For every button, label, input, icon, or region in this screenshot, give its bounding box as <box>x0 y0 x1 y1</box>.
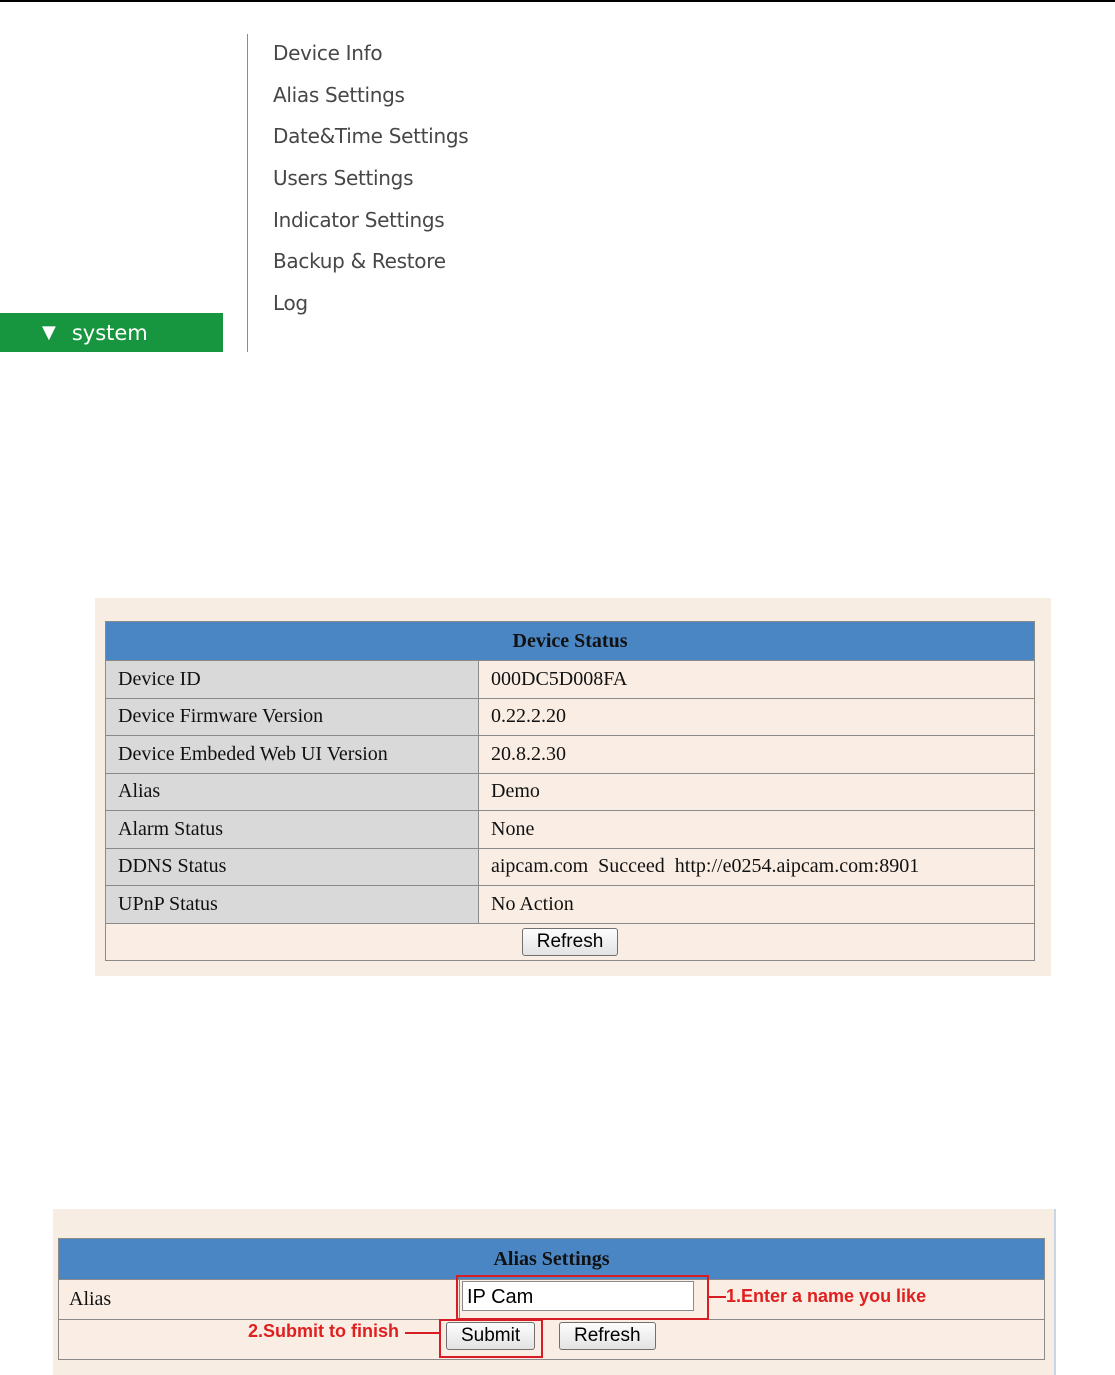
table-row <box>106 661 1035 699</box>
annotation-line-2 <box>405 1332 439 1334</box>
alias-input[interactable]: IP Cam <box>462 1281 694 1311</box>
annotation-box-alias <box>456 1275 709 1320</box>
annotation-line-1 <box>709 1296 726 1298</box>
system-menu-tab[interactable] <box>0 313 223 352</box>
row-value: 000DC5D008FA <box>479 661 1035 699</box>
menu-item-date-time-settings[interactable]: Date&Time Settings <box>273 124 469 149</box>
menu-item-log[interactable]: Log <box>273 291 308 316</box>
menu-item-indicator-settings[interactable]: Indicator Settings <box>273 207 445 232</box>
alias-label: Alias <box>59 1280 460 1320</box>
annotation-box-submit <box>439 1319 543 1358</box>
row-label: UPnP Status <box>106 886 479 924</box>
table-row <box>106 773 1035 811</box>
row-label: DDNS Status <box>106 848 479 886</box>
table-row <box>106 698 1035 736</box>
buttons-cell <box>59 1320 1045 1360</box>
panel-edge <box>1054 1209 1056 1375</box>
triangle-down-icon: ▼ <box>42 322 56 343</box>
table-row <box>106 848 1035 886</box>
annotation-step-2: 2.Submit to finish <box>248 1321 399 1341</box>
table-row <box>106 923 1035 960</box>
row-label: Device Firmware Version <box>106 698 479 736</box>
menu-item-backup-restore[interactable]: Backup & Restore <box>273 249 446 274</box>
menu-item-users-settings[interactable]: Users Settings <box>273 166 414 191</box>
row-label: Device ID <box>106 661 479 699</box>
row-value: aipcam.com Succeed http://e0254.aipcam.com:8901 <box>479 848 1035 886</box>
row-value: None <box>479 811 1035 849</box>
row-value: Demo <box>479 773 1035 811</box>
menu-item-alias-settings[interactable]: Alias Settings <box>273 82 405 107</box>
device-status-title: Device Status <box>106 622 1035 661</box>
row-label: Alarm Status <box>106 811 479 849</box>
submit-button[interactable]: Submit <box>446 1322 535 1350</box>
refresh-button[interactable]: Refresh <box>522 928 619 956</box>
page-top-rule <box>0 0 1115 2</box>
table-row <box>106 736 1035 774</box>
alias-settings-title: Alias Settings <box>59 1239 1045 1280</box>
row-value: No Action <box>479 886 1035 924</box>
refresh-row <box>106 923 1035 960</box>
menu-item-device-info[interactable]: Device Info <box>273 41 383 65</box>
system-menu-label: system <box>71 320 148 345</box>
row-value: 20.8.2.30 <box>479 736 1035 774</box>
system-submenu <box>273 40 468 332</box>
device-status-table <box>105 621 1035 961</box>
row-label: Device Embeded Web UI Version <box>106 736 479 774</box>
table-row <box>106 811 1035 849</box>
menu-divider <box>247 34 248 352</box>
table-row <box>106 886 1035 924</box>
row-value: 0.22.2.20 <box>479 698 1035 736</box>
alias-refresh-button[interactable]: Refresh <box>559 1322 656 1350</box>
row-label: Alias <box>106 773 479 811</box>
table-row <box>59 1320 1045 1360</box>
annotation-step-1: 1.Enter a name you like <box>726 1286 927 1306</box>
